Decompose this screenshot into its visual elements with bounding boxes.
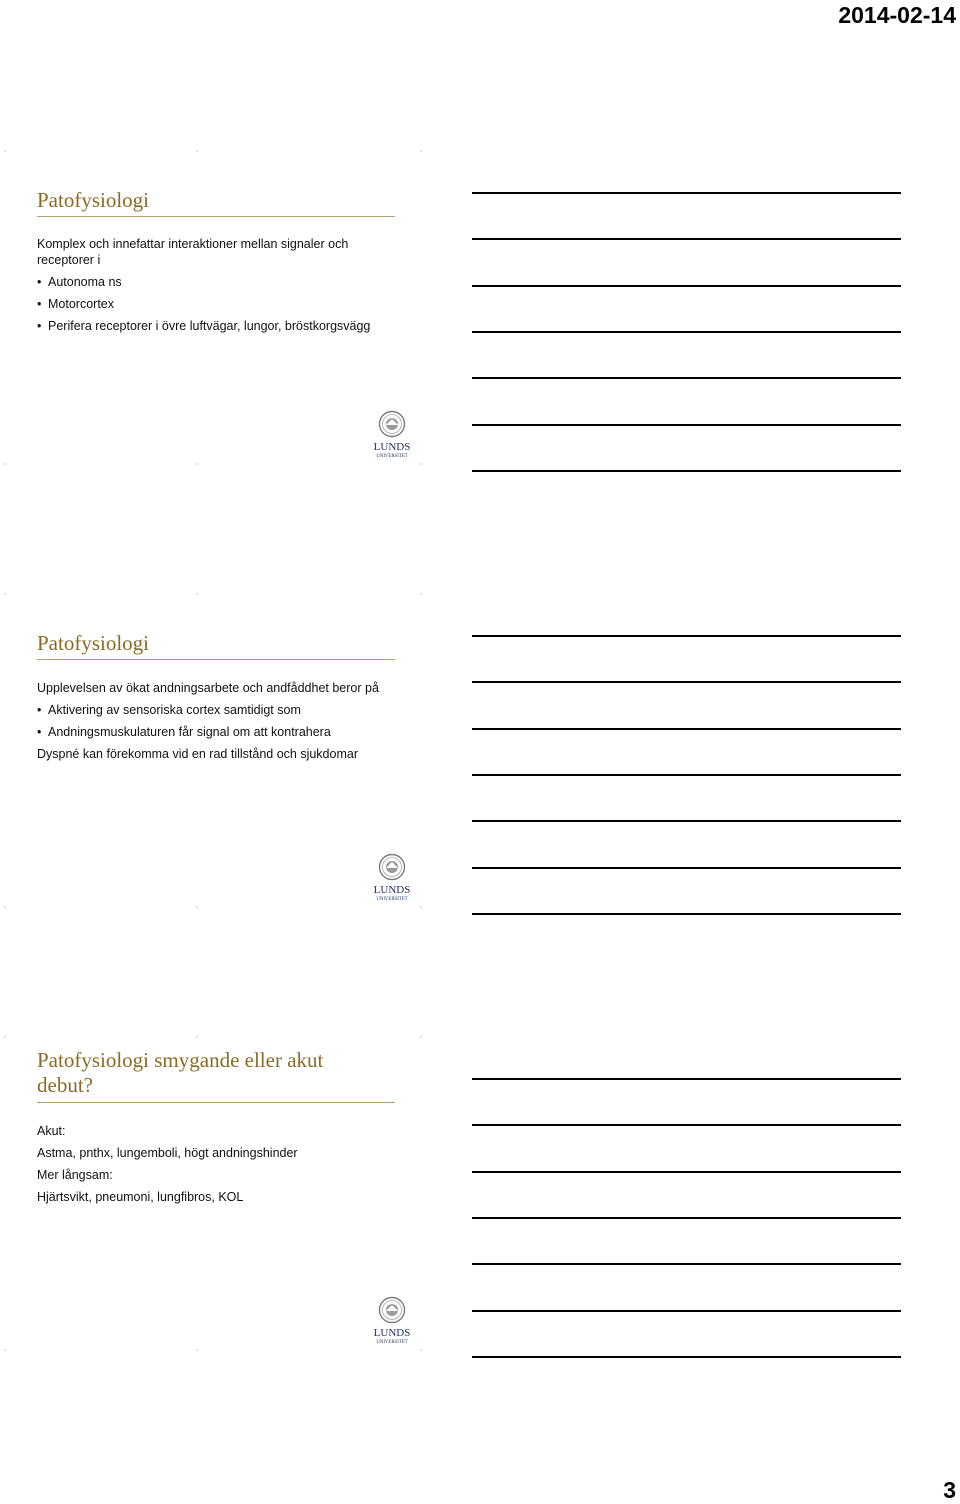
slide-body	[37, 1123, 392, 1211]
slide-1	[0, 145, 460, 575]
note-line	[472, 635, 901, 637]
title-divider	[37, 216, 395, 217]
note-line	[472, 1171, 901, 1173]
paragraph: Dyspné kan förekomma vid en rad tillstånd och sjukdomar	[37, 747, 358, 761]
note-line	[472, 774, 901, 776]
slide-2	[0, 588, 460, 1018]
logo-name: LUNDS	[373, 441, 411, 453]
page-number: 3	[943, 1477, 956, 1503]
note-line	[472, 1310, 901, 1312]
note-line	[472, 1263, 901, 1265]
paragraph: Akut:	[37, 1124, 66, 1138]
note-line	[472, 1217, 901, 1219]
slide-title: Patofysiologi	[37, 631, 150, 655]
bullet-list	[37, 702, 392, 740]
note-line	[472, 820, 901, 822]
lunds-universitet-logo	[370, 853, 414, 903]
note-line	[472, 1124, 901, 1126]
bullet-item: • Andningsmuskulaturen får signal om att kontrahera	[37, 724, 392, 740]
slide-title: Patofysiologi smygande eller akut debut?	[37, 1048, 324, 1097]
paragraph: Hjärtsvikt, pneumoni, lungfibros, KOL	[37, 1190, 244, 1204]
bullet-item: • Aktivering av sensoriska cortex samtidigt som	[37, 702, 392, 718]
title-divider	[37, 659, 395, 660]
bullet-list	[37, 274, 392, 334]
note-line	[472, 424, 901, 426]
paragraph: Mer långsam:	[37, 1168, 113, 1182]
note-line	[472, 728, 901, 730]
note-line	[472, 867, 901, 869]
paragraph: Komplex och innefattar interaktioner mellan signaler och receptorer i	[37, 237, 349, 267]
note-line	[472, 913, 901, 915]
bullet-item: • Autonoma ns	[37, 274, 392, 290]
logo-name: LUNDS	[373, 1327, 411, 1339]
note-line	[472, 285, 901, 287]
bullet-item: • Perifera receptorer i övre luftvägar, lungor, bröstkorgsvägg	[37, 318, 392, 334]
paragraph: Upplevelsen av ökat andningsarbete och andfåddhet beror på	[37, 681, 379, 695]
note-line	[472, 192, 901, 194]
logo-subname: UNIVERSITET	[376, 1340, 408, 1345]
slide-title: Patofysiologi	[37, 188, 150, 212]
slide-body	[37, 680, 392, 768]
bullet-item: • Motorcortex	[37, 296, 392, 312]
note-line	[472, 470, 901, 472]
paragraph: Astma, pnthx, lungemboli, högt andningshinder	[37, 1146, 298, 1160]
slide-body	[37, 236, 392, 340]
note-line	[472, 331, 901, 333]
note-line	[472, 1078, 901, 1080]
note-line	[472, 1356, 901, 1358]
note-line	[472, 681, 901, 683]
slide-3	[0, 1031, 460, 1461]
note-line	[472, 377, 901, 379]
note-line	[472, 238, 901, 240]
lunds-universitet-logo	[370, 1296, 414, 1346]
page-date: 2014-02-14	[838, 2, 956, 28]
title-divider	[37, 1102, 395, 1103]
lunds-universitet-logo	[370, 410, 414, 460]
logo-subname: UNIVERSITET	[376, 897, 408, 902]
logo-subname: UNIVERSITET	[376, 454, 408, 459]
logo-name: LUNDS	[373, 884, 411, 896]
